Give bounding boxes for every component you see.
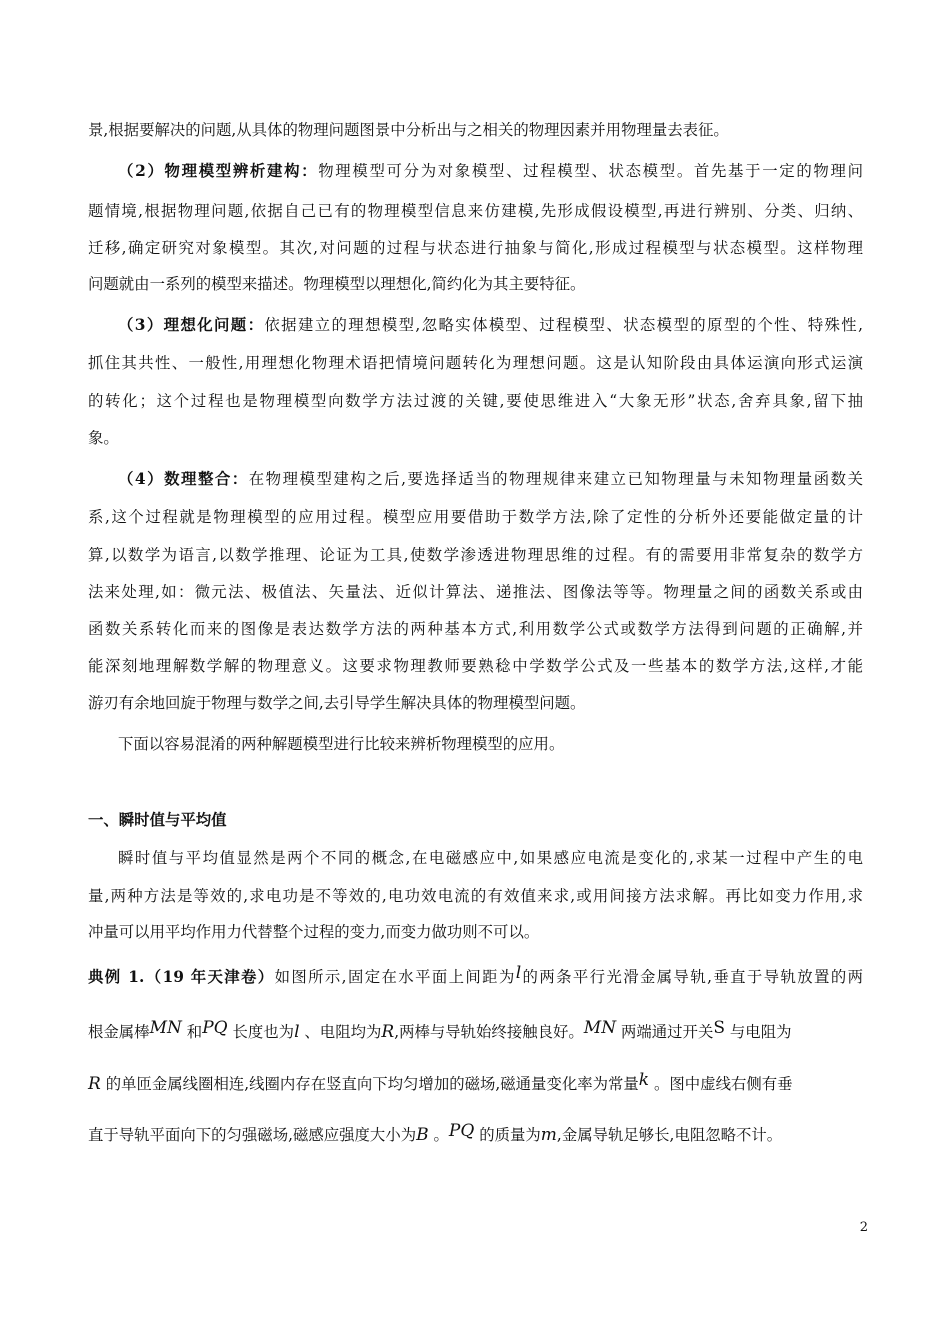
text: 和 <box>186 1023 203 1041</box>
symbol-PQ: PQ <box>202 1018 228 1038</box>
text: 下面以容易混淆的两种解题模型进行比较来辨析物理模型的应用。 <box>118 735 565 753</box>
example-line <box>88 1121 863 1145</box>
paragraph-line <box>88 428 863 448</box>
text: 。图中虚线右侧有垂 <box>654 1075 793 1093</box>
example-line <box>88 963 863 987</box>
text: 两端通过开关 <box>620 1023 714 1041</box>
text: ,两棒与导轨始终接触良好。 <box>394 1023 584 1041</box>
text: 直于导轨平面向下的匀强磁场,磁感应强度大小为 <box>88 1126 417 1144</box>
paragraph-line <box>88 238 863 258</box>
paragraph-line <box>118 315 863 335</box>
symbol-B: B <box>416 1125 429 1145</box>
text: 。 <box>433 1126 449 1144</box>
paragraph-line <box>88 201 863 221</box>
text: 的转化；这个过程也是物理模型向数学方法过渡的关键,要使思维进入“大象无形”状态,舍弃具象,留下抽 <box>88 392 863 410</box>
paragraph-line <box>88 391 863 411</box>
paragraph-line <box>88 353 863 373</box>
paragraph-line <box>88 274 863 294</box>
text: 量,两种方法是等效的,求电功是不等效的,电功效电流的有效值来求,或用间接方法求解。再比如变力作用,求 <box>88 887 863 905</box>
symbol-PQ: PQ <box>448 1121 475 1141</box>
text: 、电阻均为 <box>304 1023 382 1041</box>
text: 游刃有余地回旋于物理与数学之间,去引导学生解决具体的物理模型问题。 <box>88 694 586 712</box>
symbol-MN: MN <box>149 1018 182 1038</box>
example-label: 典例 1.（19 年天津卷） <box>88 968 275 986</box>
symbol-l: l <box>294 1022 300 1042</box>
text: ,金属导轨足够长,电阻忽略不计。 <box>556 1126 783 1144</box>
text: 的两条平行光滑金属导轨,垂直于导轨放置的两 <box>521 968 863 986</box>
text: 系,这个过程就是物理模型的应用过程。模型应用要借助于数学方法,除了定性的分析外还要能做定量的计 <box>88 508 863 526</box>
symbol-m: m <box>540 1125 557 1145</box>
paragraph-line <box>118 734 863 754</box>
paragraph-line <box>88 886 863 906</box>
symbol-k: k <box>638 1070 650 1090</box>
text: 景,根据要解决的问题,从具体的物理问题图景中分析出与之相关的物理因素并用物理量去表征。 <box>88 121 729 139</box>
paragraph-line <box>88 693 863 713</box>
text: 物理模型可分为对象模型、过程模型、状态模型。首先基于一定的物理问 <box>318 162 863 180</box>
symbol-R: R <box>381 1022 395 1042</box>
text: 问题就由一系列的模型来描述。物理模型以理想化,简约化为其主要特征。 <box>88 275 586 293</box>
paragraph-line <box>118 469 863 489</box>
section-heading: 一、瞬时值与平均值 <box>88 811 227 829</box>
text: 函数关系转化而来的图像是表达数学方法的两种基本方式,利用数学公式或数学方法得到问题的正确解,并 <box>88 620 863 638</box>
symbol-MN: MN <box>583 1018 617 1038</box>
paragraph-line <box>88 507 863 527</box>
paragraph-line <box>88 582 863 602</box>
paragraph-line <box>118 848 863 868</box>
text: 题情境,根据物理问题,依据自己已有的物理模型信息来仿建模,先形成假设模型,再进行辨别、分类、归纳、 <box>88 202 863 220</box>
paragraph-line <box>88 619 863 639</box>
paragraph-line <box>118 161 863 181</box>
symbol-R: R <box>88 1074 101 1094</box>
paragraph-line <box>88 120 863 140</box>
text: 瞬时值与平均值显然是两个不同的概念,在电磁感应中,如果感应电流是变化的,求某一过程中产生的电 <box>118 849 863 867</box>
paragraph-title: （4）数理整合： <box>118 470 249 488</box>
text: 根金属棒 <box>88 1023 150 1041</box>
example-line <box>88 1070 863 1094</box>
text: 象。 <box>88 429 119 447</box>
text: 迁移,确定研究对象模型。其次,对问题的过程与状态进行抽象与简化,形成过程模型与状态模型。这样物理 <box>88 239 863 257</box>
paragraph-line <box>88 922 863 942</box>
text: 抓住其共性、一般性,用理想化物理术语把情境问题转化为理想问题。这是认知阶段由具体运演向形式运演 <box>88 354 863 372</box>
text: 长度也为 <box>232 1023 295 1041</box>
example-line <box>88 1018 863 1042</box>
text: 与电阻为 <box>729 1023 792 1041</box>
text: 的质量为 <box>479 1126 541 1144</box>
text: 的单匝金属线圈相连,线圈内存在竖直向下均匀增加的磁场,磁通量变化率为常量 <box>105 1075 639 1093</box>
paragraph-title: （2）物理模型辨析建构： <box>118 162 319 180</box>
text: 法来处理,如：微元法、极值法、矢量法、近似计算法、递推法、图像法等等。物理量之间的函数关系或由 <box>88 583 863 601</box>
symbol-S: S <box>713 1018 725 1038</box>
text: 如图所示,固定在水平面上间距为 <box>274 968 516 986</box>
text: 冲量可以用平均作用力代替整个过程的变力,而变力做功则不可以。 <box>88 923 540 941</box>
text: 能深刻地理解数学解的物理意义。这要求物理教师要熟稔中学数学公式及一些基本的数学方法,这样,才能 <box>88 657 863 675</box>
text: 依据建立的理想模型,忽略实体模型、过程模型、状态模型的原型的个性、特殊性, <box>264 316 863 334</box>
paragraph-title: （3）理想化问题： <box>118 316 265 334</box>
page-number: 2 <box>859 1220 868 1235</box>
text: 算,以数学为语言,以数学推理、论证为工具,使数学渗透进物理思维的过程。有的需要用非常复杂的数学方 <box>88 546 863 564</box>
text: 在物理模型建构之后,要选择适当的物理规律来建立已知物理量与未知物理量函数关 <box>248 470 863 488</box>
paragraph-line <box>88 656 863 676</box>
symbol-l: l <box>515 963 522 983</box>
paragraph-line <box>88 545 863 565</box>
